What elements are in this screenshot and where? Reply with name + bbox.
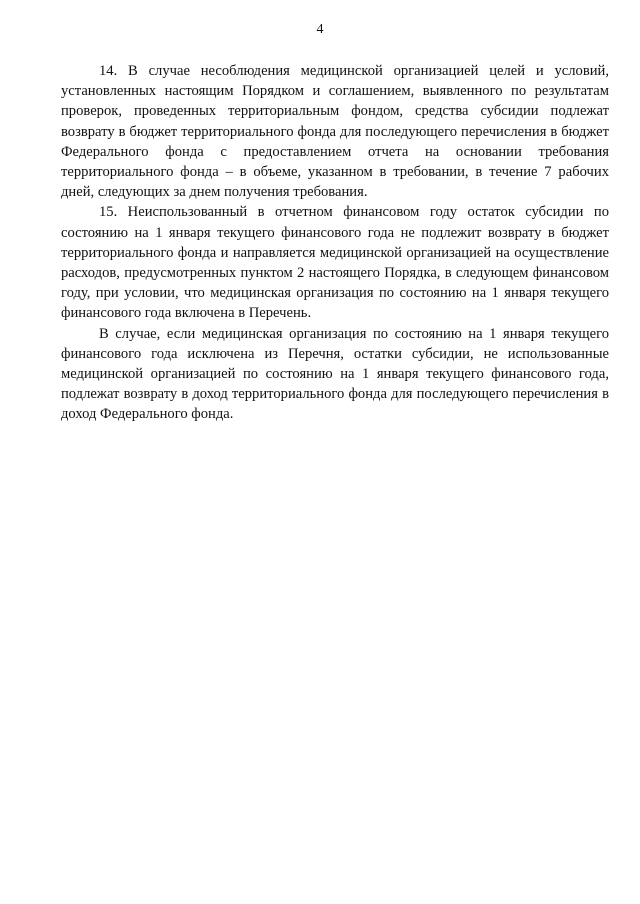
paragraph-15: 15. Неиспользованный в отчетном финансовом году остаток субсидии по состоянию на 1 января текущего финансового года не подлежит возврату в бюджет территориального фонда и направляется медицинской организацией на осуществление расходов, предусмотренных пунктом 2 настоящего Порядка, в следующем финансовом году, при условии, что медицинская организация по состоянию на 1 января текущего финансового года включена в Перечень. <box>61 204 609 322</box>
paragraph-14: 14. В случае несоблюдения медицинской организацией целей и условий, установленных настоящим Порядком и соглашением, выявленного по результатам проверок, проведенных территориальным фондом, средства субсидии подлежат возврату в бюджет территориального фонда для последующего перечисления в бюджет Федерального фонда с предоставлением отчета на основании требования территориального фонда – в объеме, указанном в требовании, в течение 7 рабочих дней, следующих за днем получения требования. <box>61 63 609 201</box>
page-number: 4 <box>316 22 324 37</box>
document-body <box>61 61 609 425</box>
paragraph-15-continuation: В случае, если медицинская организация по состоянию на 1 января текущего финансового года исключена из Перечня, остатки субсидии, не использованные медицинской организацией по состоянию на 1 января текущего финансового года, подлежат возврату в доход территориального фонда для последующего перечисления в доход Федерального фонда. <box>61 325 609 423</box>
